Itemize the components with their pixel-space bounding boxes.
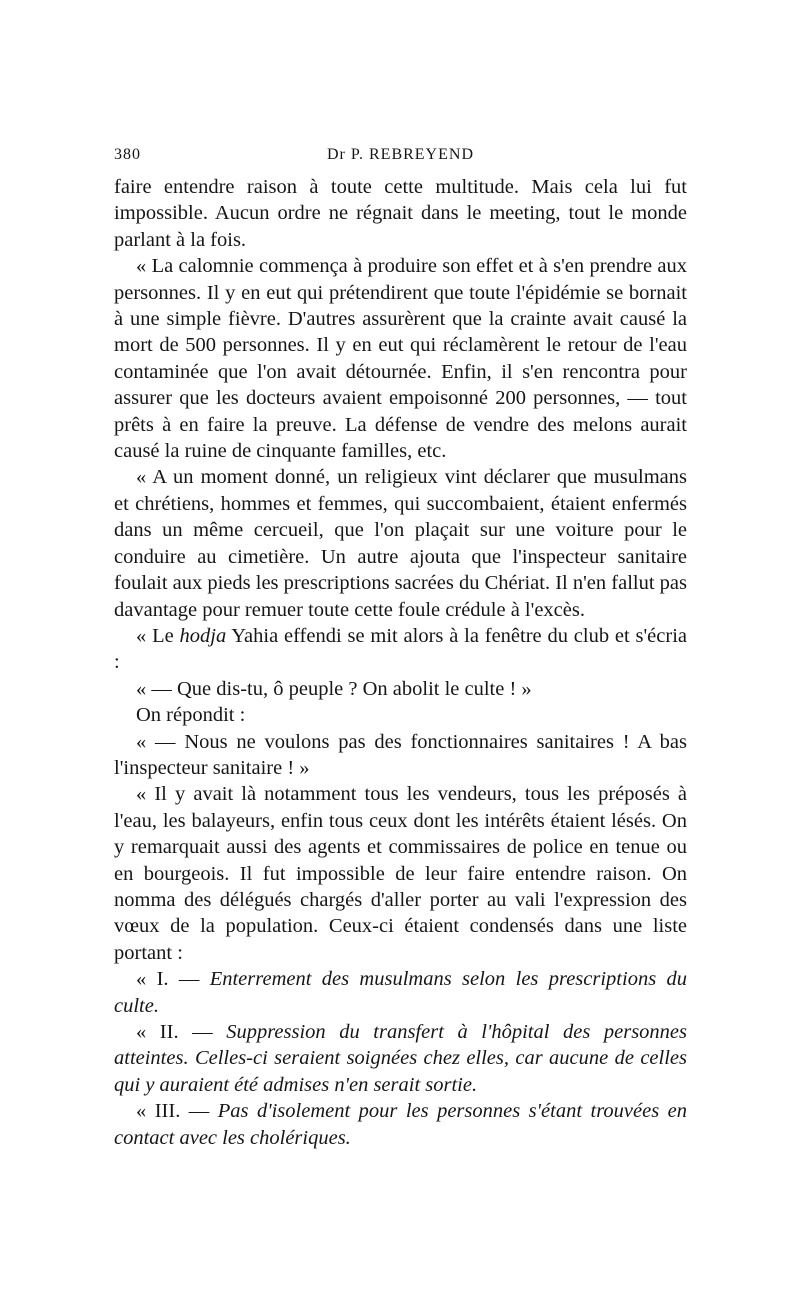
paragraph-3: « A un moment donné, un religieux vint déclarer que musulmans et chrétiens, hommes et femmes, qui succombaient, étaient enfermés dans un même cercueil, que l'on plaçait sur une voiture pour le conduire au cimetière. Un autre ajouta que l'inspecteur sanitaire foulait aux pieds les prescriptions sacrées du Chériat. Il n'en fallut pas davantage pour remuer toute cette foule crédule à l'excès.: [114, 466, 687, 621]
demand-3-number: « III. —: [136, 1100, 218, 1123]
demand-1-text: Enterrement des musulmans selon les prescriptions du culte.: [114, 968, 688, 1017]
demand-3-text: Pas d'isolement pour les personnes s'étant trouvées en contact avec les cholériques.: [114, 1100, 687, 1149]
reply-intro: On répondit :: [136, 704, 246, 727]
paragraph-4: [114, 623, 687, 676]
paragraph-1: faire entendre raison à toute cette multitude. Mais cela lui fut impossible. Aucun ordre ne régnait dans le meeting, tout le monde parlant à la fois.: [114, 176, 687, 251]
demand-2: [114, 1019, 687, 1098]
paragraph-8: « Il y avait là notamment tous les vendeurs, tous les préposés à l'eau, les balayeurs, enfin tous ceux dont les intérêts étaient lésés. On y remarquait aussi des agents et commissaires de police en tenue ou en bourgeois. Il fut impossible de leur faire entendre raison. On nomma des délégués chargés d'aller porter au vali l'expression des vœux de la population. Ceux-ci étaient condensés dans une liste portant :: [114, 783, 687, 964]
book-page: [114, 140, 687, 1151]
demand-1: [114, 966, 687, 1019]
demand-2-number: « II. —: [136, 1021, 227, 1043]
running-head-author: Dr P. REBREYEND: [326, 146, 474, 163]
page-number: 380: [114, 146, 141, 163]
body-text: [114, 174, 687, 1151]
quote-question: « — Que dis-tu, ô peuple ? On abolit le culte ! »: [136, 677, 532, 700]
demand-3: [114, 1098, 687, 1151]
paragraph-4-italic: hodja: [179, 624, 227, 647]
paragraph-2: « La calomnie commença à produire son effet et à s'en prendre aux personnes. Il y en eut qui prétendirent que toute l'épidémie se bornait à une simple fièvre. D'autres assurèrent que la crainte avait causé la mort de 500 personnes. Il y en eut qui réclamèrent le retour de l'eau contaminée que l'on avait détournée. Enfin, il s'en rencontra pour assurer que les docteurs avaient empoisonné 200 personnes, — tout prêts à en faire la preuve. La défense de vendre des melons aurait causé la ruine de cinquante familles, etc.: [114, 255, 687, 463]
paragraph-4-lead: « Le: [136, 624, 180, 647]
quote-reply: « — Nous ne voulons pas des fonctionnaires sanitaires ! A bas l'inspecteur sanitaire ! »: [114, 730, 687, 779]
demand-1-number: « I. —: [136, 968, 210, 991]
running-head: [114, 140, 687, 174]
paragraph-4-rest: Yahia effendi se mit alors à la fenêtre du club et s'écria :: [114, 624, 687, 674]
demand-2-text: Suppression du transfert à l'hôpital des personnes atteintes. Celles-ci seraient soignées chez elles, car aucune de celles qui y auraient été admises n'en serait sortie.: [114, 1021, 687, 1096]
